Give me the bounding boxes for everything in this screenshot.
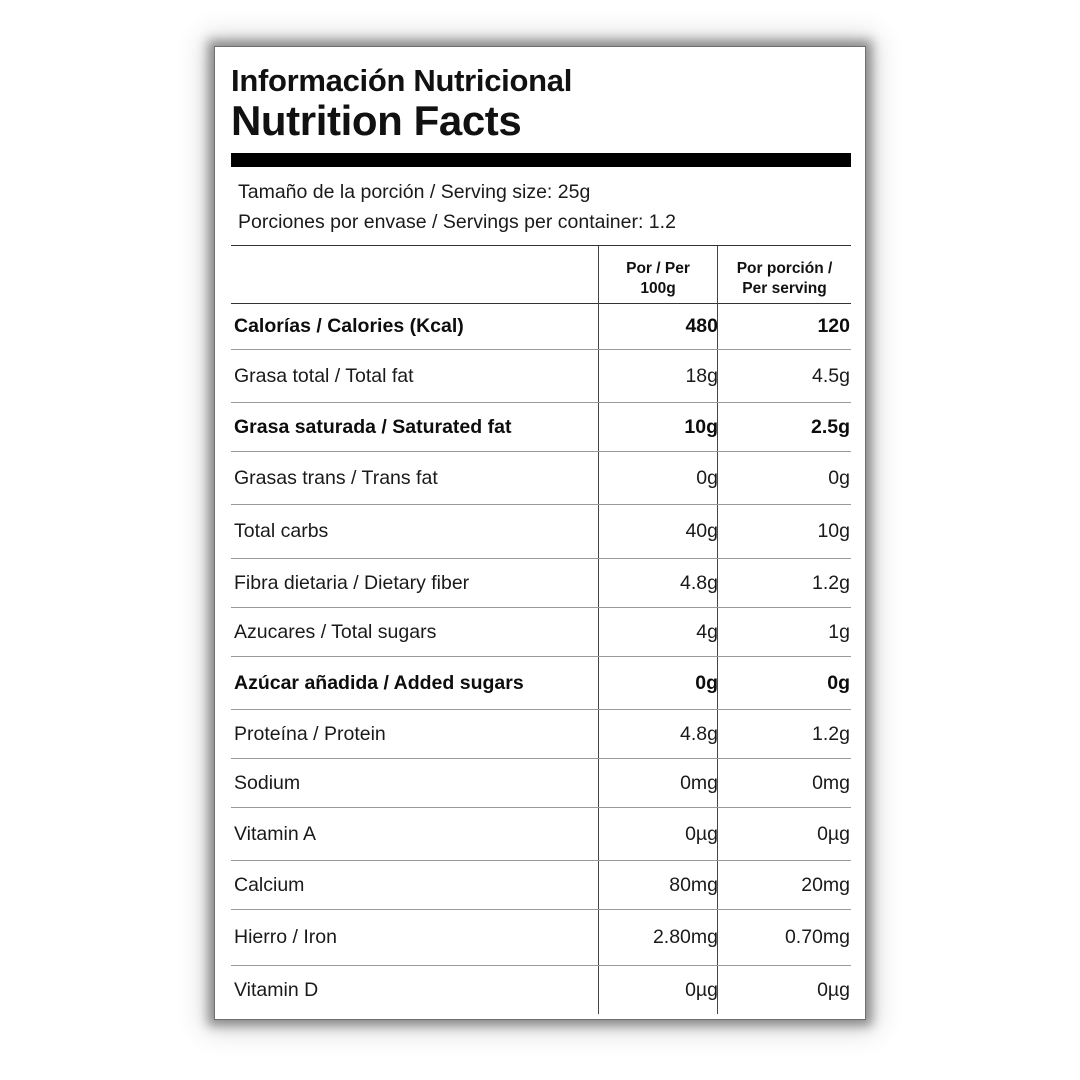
nutrient-value-per-100g: 0mg bbox=[680, 771, 718, 794]
nutrient-row-trans-fat bbox=[231, 452, 851, 505]
nutrient-value-per-100g: 4.8g bbox=[680, 722, 718, 745]
nutrient-row-total-sugars bbox=[231, 608, 851, 657]
nutrient-name: Proteína / Protein bbox=[234, 722, 386, 745]
title-english: Nutrition Facts bbox=[231, 97, 522, 144]
nutrient-name: Calcium bbox=[234, 873, 305, 896]
nutrient-name: Grasa saturada / Saturated fat bbox=[234, 415, 512, 438]
servings-per-container: Porciones por envase / Servings per container: 1.2 bbox=[238, 211, 676, 233]
nutrient-name: Vitamin A bbox=[234, 822, 317, 845]
nutrient-value-per-100g: 10g bbox=[684, 415, 718, 438]
nutrient-value-per-100g: 40g bbox=[685, 520, 718, 542]
nutrient-name: Hierro / Iron bbox=[234, 926, 337, 948]
nutrient-value-per-serving: 1.2g bbox=[812, 722, 850, 745]
nutrient-value-per-serving: 0mg bbox=[812, 771, 850, 794]
title-spanish: Información Nutricional bbox=[231, 63, 573, 98]
nutrient-name: Grasa total / Total fat bbox=[234, 364, 414, 387]
nutrient-value-per-100g: 0µg bbox=[685, 822, 718, 845]
nutrient-row-total-carbs bbox=[231, 505, 851, 559]
column-header-per-serving-line1: Por porción / bbox=[736, 260, 833, 277]
column-header-per-100g-line1: Por / Per bbox=[626, 260, 690, 277]
nutrient-value-per-100g: 80mg bbox=[669, 873, 718, 896]
nutrient-value-per-100g: 4g bbox=[696, 620, 718, 643]
nutrient-name: Total carbs bbox=[234, 520, 329, 542]
nutrient-row-vitamin-a bbox=[231, 808, 851, 861]
nutrition-label bbox=[214, 46, 866, 1020]
nutrient-name: Calorías / Calories (Kcal) bbox=[234, 315, 464, 337]
nutrient-row-calories bbox=[231, 304, 851, 350]
nutrient-row-calcium bbox=[231, 861, 851, 910]
serving-size: Tamaño de la porción / Serving size: 25g bbox=[238, 181, 591, 203]
nutrient-value-per-serving: 0µg bbox=[817, 822, 850, 845]
nutrient-value-per-100g: 0g bbox=[695, 671, 718, 694]
nutrient-row-vitamin-d bbox=[231, 966, 851, 1014]
nutrient-row-total-fat bbox=[231, 350, 851, 403]
nutrient-name: Azucares / Total sugars bbox=[234, 620, 437, 643]
nutrient-value-per-serving: 4.5g bbox=[812, 364, 850, 387]
thick-divider bbox=[231, 153, 851, 167]
nutrient-value-per-serving: 20mg bbox=[801, 873, 850, 896]
nutrient-row-dietary-fiber bbox=[231, 559, 851, 608]
nutrient-row-iron bbox=[231, 910, 851, 966]
table-top-rule bbox=[231, 245, 851, 246]
nutrient-row-protein bbox=[231, 710, 851, 759]
nutrient-value-per-100g: 4.8g bbox=[680, 571, 718, 594]
column-header-per-serving-line2: Per serving bbox=[742, 280, 827, 297]
nutrient-value-per-serving: 10g bbox=[817, 520, 850, 542]
nutrient-name: Vitamin D bbox=[234, 978, 319, 1001]
column-header-per-serving bbox=[718, 259, 851, 299]
nutrient-value-per-serving: 120 bbox=[817, 315, 850, 337]
nutrient-row-sodium bbox=[231, 759, 851, 808]
nutrient-row-added-sugars bbox=[231, 657, 851, 710]
nutrient-value-per-100g: 0µg bbox=[685, 978, 718, 1001]
nutrient-name: Fibra dietaria / Dietary fiber bbox=[234, 571, 470, 594]
nutrient-name: Grasas trans / Trans fat bbox=[234, 466, 438, 489]
nutrient-value-per-serving: 0g bbox=[828, 466, 850, 489]
nutrient-value-per-serving: 2.5g bbox=[810, 415, 850, 438]
nutrient-value-per-serving: 1.2g bbox=[812, 571, 850, 594]
nutrient-value-per-serving: 0g bbox=[827, 671, 850, 694]
nutrient-value-per-serving: 0.70mg bbox=[784, 926, 850, 948]
nutrient-name: Sodium bbox=[234, 771, 301, 794]
nutrient-value-per-100g: 18g bbox=[685, 364, 718, 387]
nutrient-value-per-100g: 2.80mg bbox=[652, 926, 718, 948]
column-header-per-100g-line2: 100g bbox=[640, 280, 676, 297]
nutrient-value-per-serving: 0µg bbox=[817, 978, 850, 1001]
nutrient-value-per-100g: 480 bbox=[685, 315, 718, 337]
nutrient-value-per-serving: 1g bbox=[828, 620, 850, 643]
nutrient-name: Azúcar añadida / Added sugars bbox=[234, 671, 524, 694]
nutrient-row-saturated-fat bbox=[231, 403, 851, 452]
column-header-per-100g bbox=[599, 259, 717, 299]
nutrient-value-per-100g: 0g bbox=[696, 466, 718, 489]
